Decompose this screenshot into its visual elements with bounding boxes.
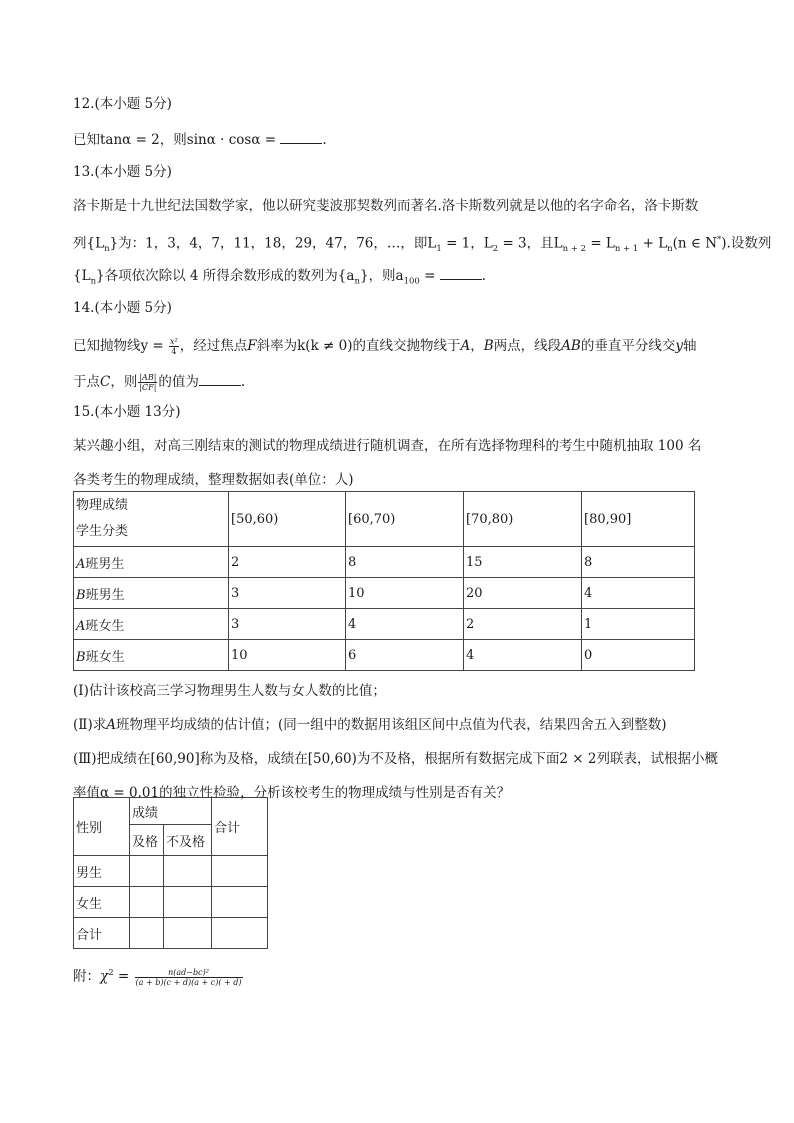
q14-header: 14.(本小题 5分)	[73, 300, 172, 316]
cell	[130, 887, 164, 918]
fraction	[138, 373, 157, 392]
t: 于点	[73, 374, 100, 390]
q15-part1: (Ⅰ)估计该校高三学习物理男生人数与女人数的比值；	[73, 683, 386, 699]
t: 斜率为k(k ≠ 0)的直线交抛物线于	[256, 338, 461, 354]
t: y	[675, 338, 683, 354]
t: + L	[638, 235, 668, 252]
s: n	[104, 244, 110, 255]
t: A	[460, 338, 471, 354]
table-row	[74, 547, 695, 578]
cell: 3	[229, 609, 346, 640]
t: A	[76, 556, 86, 572]
q15-part3-line1: (Ⅲ)把成绩在[60,90]称为及格，成绩在[50,60)为不及格，根据所有数据完成下面2 × 2列联表，试根据小概	[73, 751, 718, 767]
cell: 4	[464, 640, 582, 671]
cell: 8	[346, 547, 464, 578]
t: A	[76, 618, 86, 634]
cell	[130, 918, 164, 949]
q13-line1: 洛卡斯是十九世纪法国数学家，他以研究斐波那契数列而著名.洛卡斯数列就是以他的名字命名，洛卡斯数	[73, 198, 699, 214]
cell	[164, 918, 212, 949]
t: ，	[470, 338, 484, 354]
t: }各项依次除以 4 所得余数形成的数列为{a	[96, 268, 355, 284]
cell: 2	[229, 547, 346, 578]
t: =	[419, 268, 440, 284]
t: 的垂直平分线交	[580, 338, 676, 354]
cell: 6	[346, 640, 464, 671]
cell	[130, 856, 164, 887]
frac-den: (a + b)(c + d)(a + c)( + d)	[135, 977, 242, 987]
column-header: [50,60)	[229, 492, 346, 547]
s: 1	[436, 244, 442, 255]
q14-line2	[73, 370, 723, 394]
table-row	[74, 609, 695, 640]
frac-num: n(ad−bc)²	[135, 968, 243, 978]
frac-den: 4	[171, 347, 177, 356]
t: = 1，L	[441, 235, 493, 252]
t: 轴	[683, 338, 697, 354]
frac-num: x²	[170, 337, 178, 346]
column-header: [80,90]	[582, 492, 695, 547]
s: n	[90, 276, 97, 287]
chi-symbol: χ	[100, 968, 109, 985]
q15-line2: 各类考生的物理成绩，整理数据如表(单位：人)	[73, 472, 354, 488]
t: (Ⅱ)求	[73, 717, 107, 733]
t: 班女生	[85, 618, 125, 634]
t: 两点，线段	[493, 338, 562, 354]
q12-text: 已知tanα = 2，则sinα · cosα =	[73, 132, 281, 148]
s: n	[667, 244, 673, 255]
t: (n ∈ N	[672, 235, 718, 252]
t: B	[76, 649, 86, 665]
t: ，经过焦点	[179, 338, 248, 354]
q13-header: 13.(本小题 5分)	[73, 164, 172, 180]
s: 2	[492, 244, 499, 255]
t: }为：1，3，4，7，11，18，29，47，76，…，即L	[109, 235, 437, 252]
frac-num: |AB|	[139, 373, 157, 382]
cell: 4	[582, 578, 695, 609]
cell	[164, 887, 212, 918]
row-label: 女生	[74, 887, 130, 918]
cell: 10	[229, 640, 346, 671]
t: 班物理平均成绩的估计值；(同一组中的数据用该组区间中点值为代表，结果四舍五入到整数)	[115, 717, 667, 733]
t: F	[247, 338, 257, 354]
cell: 20	[464, 578, 582, 609]
t: C	[100, 374, 111, 390]
row-label	[74, 609, 229, 640]
cell	[212, 918, 268, 949]
table-header-row	[74, 492, 695, 547]
t: }，则a	[359, 268, 404, 284]
row-label	[74, 640, 229, 671]
table-row	[74, 578, 695, 609]
row-label	[74, 578, 229, 609]
exam-page	[73, 96, 772, 506]
row-label: 合计	[74, 918, 130, 949]
row-label: 男生	[74, 856, 130, 887]
s: n + 2	[562, 244, 587, 255]
total-header: 合计	[212, 798, 268, 856]
appendix-label: 附：	[73, 968, 100, 985]
t: 班男生	[85, 556, 125, 572]
cell	[212, 856, 268, 887]
q15-part2	[73, 717, 723, 734]
t: = L	[586, 235, 615, 252]
corner-bottom: 学生分类	[76, 524, 129, 539]
t: ，则	[110, 374, 138, 390]
t: {L	[73, 268, 91, 284]
t: =	[113, 968, 134, 985]
t: ).设数列	[721, 235, 772, 252]
cell: 8	[582, 547, 695, 578]
corner-top: 物理成绩	[76, 498, 129, 513]
answer-blank	[280, 130, 322, 144]
answer-blank	[440, 266, 482, 280]
s: n	[354, 276, 360, 287]
t: B	[483, 338, 494, 354]
t: B	[76, 587, 86, 603]
t: .	[481, 268, 487, 284]
q13-line2	[73, 232, 772, 255]
t: 班女生	[85, 649, 125, 665]
t: AB	[561, 338, 581, 354]
t: = 3，且L	[498, 235, 563, 252]
cell: 1	[582, 609, 695, 640]
gender-header: 性别	[74, 798, 130, 856]
cell: 4	[346, 609, 464, 640]
fraction	[169, 337, 179, 356]
t: 已知抛物线y =	[73, 338, 169, 354]
q15-line1: 某兴趣小组，对高三刚结束的测试的物理成绩进行随机调查，在所有选择物理科的考生中随机抽取 100 名	[73, 438, 702, 454]
table-row	[74, 856, 268, 887]
cell	[164, 856, 212, 887]
s: n + 1	[614, 244, 639, 255]
appendix-formula	[73, 958, 244, 992]
contingency-table	[73, 797, 268, 949]
q15-header: 15.(本小题 13分)	[73, 404, 181, 420]
cell: 15	[464, 547, 582, 578]
pass-header: 及格	[130, 825, 164, 856]
q12-header: 12.(本小题 5分)	[73, 96, 172, 112]
s: *	[717, 235, 722, 245]
cell	[212, 887, 268, 918]
q12-end: .	[322, 132, 327, 148]
corner-cell	[74, 492, 229, 547]
cell: 0	[582, 640, 695, 671]
q13-line3	[73, 266, 723, 287]
frac-den: |CF|	[139, 383, 157, 392]
table-row	[74, 887, 268, 918]
chi-sup: 2	[108, 968, 114, 978]
t: 的值为	[158, 374, 199, 390]
q14-line1	[73, 334, 723, 358]
table-row	[74, 918, 268, 949]
t: A	[106, 717, 116, 733]
q12-stem	[73, 130, 723, 147]
cell: 3	[229, 578, 346, 609]
table-header-row	[74, 798, 268, 825]
chi-square-fraction	[135, 968, 243, 987]
fail-header: 不及格	[164, 825, 212, 856]
cell: 2	[464, 609, 582, 640]
answer-blank	[199, 372, 241, 386]
score-header: 成绩	[130, 798, 212, 825]
column-header: [60,70)	[346, 492, 464, 547]
t: .	[240, 374, 246, 390]
table-row	[74, 640, 695, 671]
cell: 10	[346, 578, 464, 609]
q15-part3-line2: 率值α = 0.01的独立性检验，分析该校考生的物理成绩与性别是否有关？	[73, 785, 511, 801]
column-header: [70,80)	[464, 492, 582, 547]
t: 班男生	[85, 587, 125, 603]
row-label	[74, 547, 229, 578]
t: 列{L	[73, 235, 105, 252]
score-table	[73, 491, 695, 671]
s: 100	[403, 276, 420, 287]
